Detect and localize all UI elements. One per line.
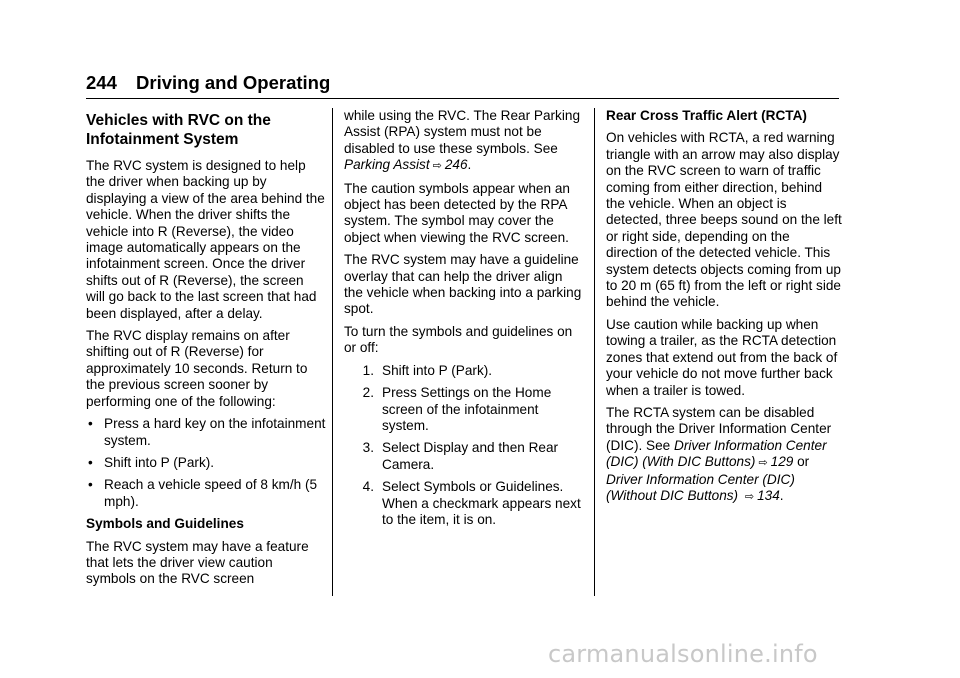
bullet-text: Shift into P (Park).: [104, 454, 215, 470]
page-ref-arrow-icon: ⇨: [432, 160, 442, 173]
column-divider: [594, 108, 595, 596]
bullet-text: Press a hard key on the infotainment system.: [104, 416, 326, 448]
watermark: carmanualsonline.info: [548, 640, 818, 668]
bullet-item: [86, 455, 326, 471]
step-number: 2.: [362, 385, 374, 401]
column-1: [86, 108, 326, 594]
step-item: [344, 479, 584, 528]
paragraph: The RVC system may have a guideline overlay that can help the driver align the vehicle when backing into a parking spot.: [344, 252, 582, 317]
step-text: Select Symbols or Guidelines. When a checkmark appears next to the item, it is on.: [382, 479, 581, 527]
paragraph: The RVC system may have a feature that lets the driver view caution symbols on the RVC screen: [86, 538, 309, 587]
page-ref[interactable]: 129: [770, 454, 794, 470]
period: .: [779, 487, 784, 503]
dic-with-buttons-link[interactable]: Driver Information Center (DIC) (With DIC Buttons): [606, 437, 827, 470]
page-ref[interactable]: 246: [444, 157, 468, 173]
step-number: 1.: [362, 362, 374, 378]
bullet-text: Reach a vehicle speed of 8 km/h (5 mph).: [104, 477, 318, 509]
page-number: 244: [86, 72, 117, 93]
paragraph: The caution symbols appear when an object has been detected by the RPA system. The symbol may cover the object when viewing the RVC screen.: [344, 180, 570, 245]
subheading: Rear Cross Traffic Alert (RCTA): [606, 108, 807, 123]
page-ref-arrow-icon: ⇨: [744, 490, 755, 503]
bullet-item: [86, 416, 326, 449]
column-3: [606, 108, 842, 511]
paragraph: [606, 405, 842, 505]
step-item: [344, 440, 584, 473]
period: .: [467, 157, 472, 173]
page-ref[interactable]: 134: [757, 487, 780, 503]
step-item: [344, 385, 584, 434]
parking-assist-link[interactable]: Parking Assist: [344, 157, 430, 173]
section-heading: Vehicles with RVC on the Infotainment System: [86, 112, 271, 148]
paragraph: [344, 108, 584, 175]
paragraph: The RVC display remains on after shifting out of R (Reverse) for approximately 10 seconds. Return to the previous screen sooner by performing one of the following:: [86, 328, 308, 409]
page-ref-arrow-icon: ⇨: [758, 457, 768, 470]
paragraph: Use caution while backing up when towing a trailer, as the RCTA detection zones that extend out from the back of your vehicle do not move further back when a trailer is towed.: [606, 316, 838, 398]
paragraph-text: The RCTA system can be disabled through the Driver Information Center (DIC). See: [606, 404, 832, 453]
step-item: [344, 363, 584, 379]
step-text: Press Settings on the Home screen of the infotainment system.: [382, 385, 552, 433]
bullet-icon: •: [88, 416, 93, 432]
header-rule: [86, 98, 839, 99]
bullet-icon: •: [88, 454, 93, 470]
step-number: 3.: [362, 440, 374, 456]
step-number: 4.: [362, 479, 374, 495]
column-2: [344, 108, 584, 534]
paragraph: On vehicles with RCTA, a red warning triangle with an arrow may also display on the RVC screen to warn of traffic coming from either direction, behind the vehicle. When an object is detected, three beeps sound on the left or right side, depending on the direction of the detected vehicle. This system detects objects coming from up to 20 m (65 ft) from the left or right side behind the vehicle.: [606, 130, 842, 310]
column-divider: [332, 108, 333, 596]
page-header: [86, 72, 330, 94]
step-text: Shift into P (Park).: [382, 362, 493, 378]
or-text: or: [797, 454, 810, 470]
paragraph-text: while using the RVC. The Rear Parking Assist (RPA) system must not be disabled to use these symbols. See: [344, 108, 580, 156]
section-title: Driving and Operating: [136, 72, 331, 93]
subheading: Symbols and Guidelines: [86, 516, 244, 532]
bullet-item: [86, 477, 326, 510]
step-text: Select Display and then Rear Camera.: [382, 440, 559, 472]
bullet-icon: •: [88, 477, 93, 493]
paragraph: To turn the symbols and guidelines on or off:: [344, 323, 573, 356]
dic-without-buttons-link[interactable]: Driver Information Center (DIC) (Without DIC Buttons): [606, 471, 795, 503]
paragraph: The RVC system is designed to help the driver when backing up by displaying a view of the area behind the vehicle. When the driver shifts the vehicle into R (Reverse), the video image automatically appears on the infotainment screen. Once the driver shifts out of R (Reverse), the screen will go back to the last screen that had been displayed, after a delay.: [86, 158, 325, 321]
